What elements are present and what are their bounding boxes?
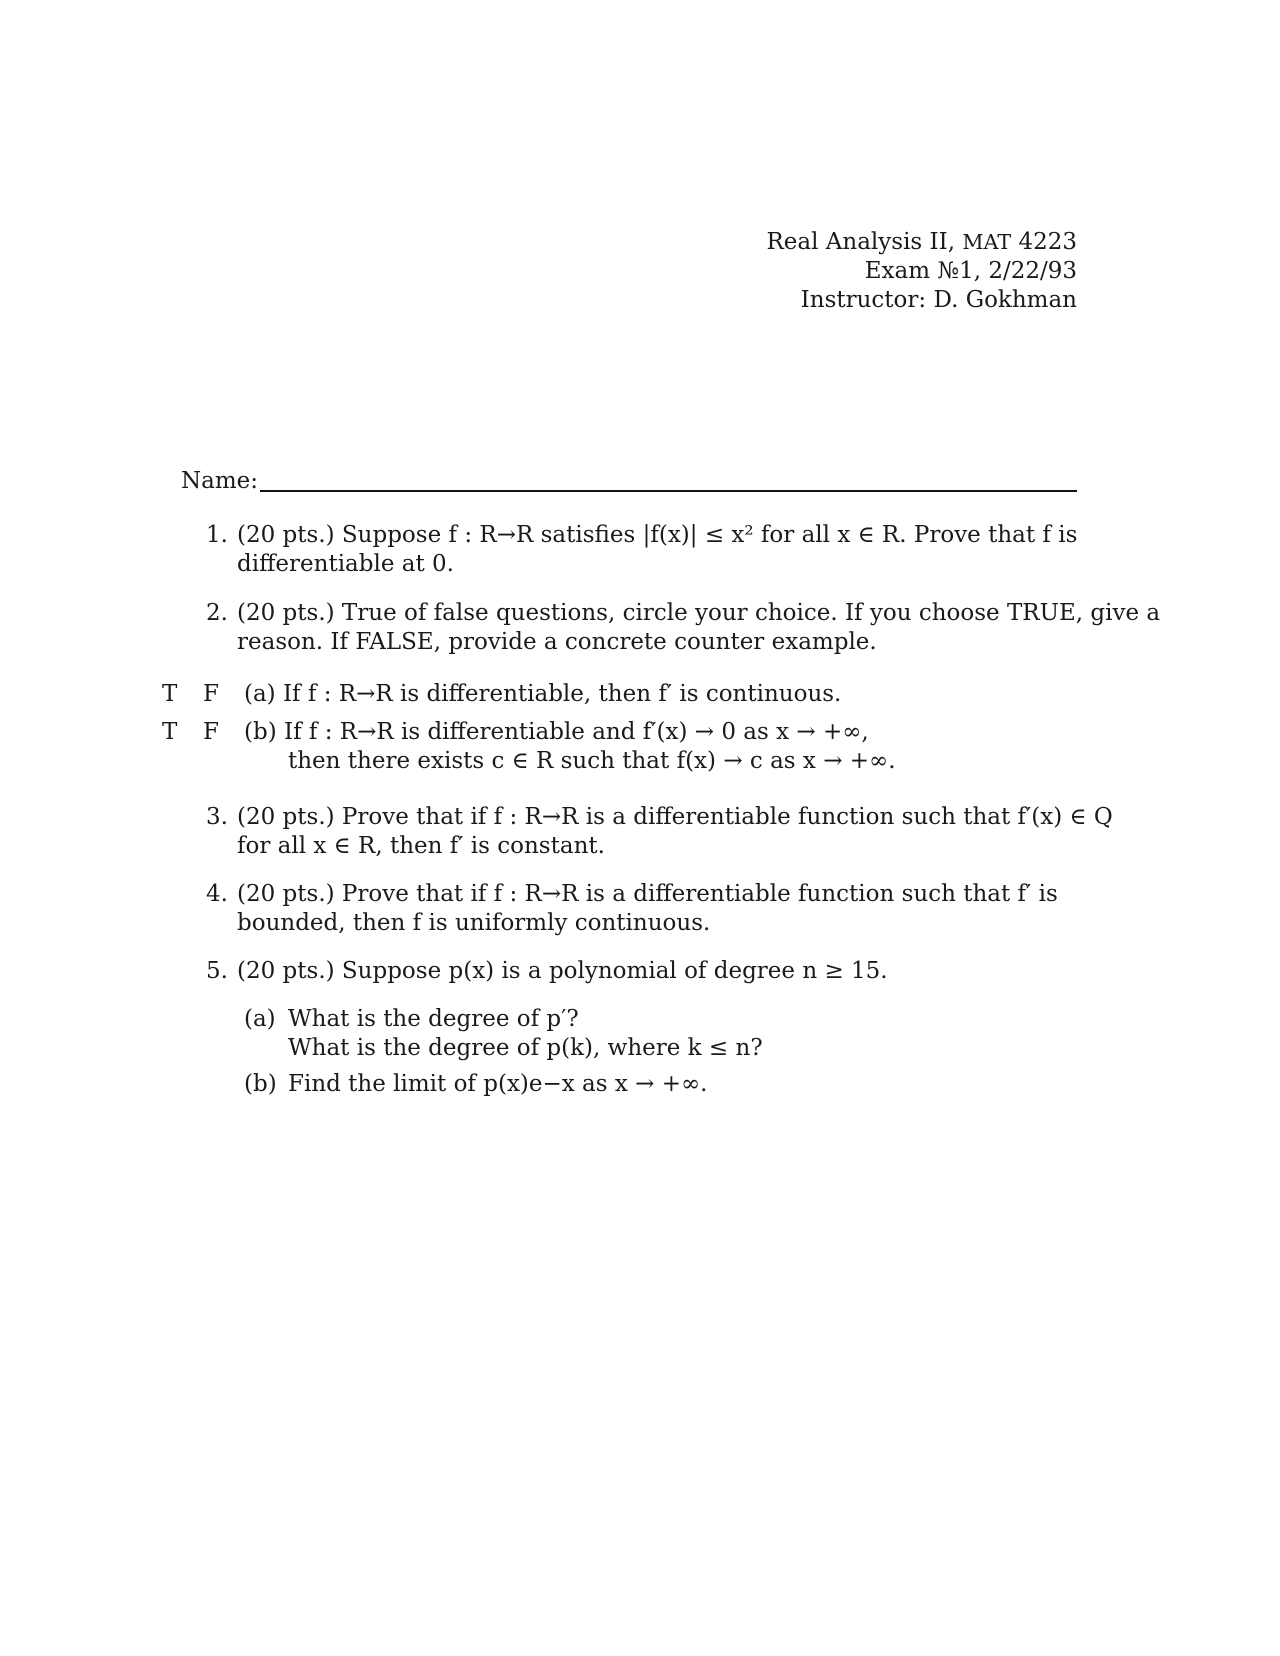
exam-header xyxy=(766,228,1077,315)
problem-1-number: 1. xyxy=(206,522,228,548)
problem-1-line-1: (20 pts.) Suppose f : R→R satisfies |f(x)| ≤ x² for all x ∈ R. Prove that f is xyxy=(237,522,1078,548)
problem-4-line-2: bounded, then f is uniformly continuous. xyxy=(237,910,711,936)
problem-3-number: 3. xyxy=(206,804,228,830)
problem-3-line-1: (20 pts.) Prove that if f : R→R is a differentiable function such that f′(x) ∈ Q xyxy=(237,804,1113,830)
tf-a-false[interactable]: F xyxy=(203,681,219,707)
problem-5-number: 5. xyxy=(206,958,228,984)
problem-3-line-2: for all x ∈ R, then f′ is constant. xyxy=(237,833,605,859)
course-number: 4223 xyxy=(1018,229,1077,255)
problem-5a-line-1: What is the degree of p′? xyxy=(288,1006,579,1032)
name-label: Name: xyxy=(181,468,259,494)
course-code: MAT xyxy=(962,230,1012,254)
tf-a-text: (a) If f : R→R is differentiable, then f′ is continuous. xyxy=(244,681,842,707)
problem-2-line-1: (20 pts.) True of false questions, circle your choice. If you choose TRUE, give a xyxy=(237,600,1161,626)
course-title: Real Analysis II, MAT 4223 xyxy=(766,229,1077,255)
problem-5b-line-1: Find the limit of p(x)e−x as x → +∞. xyxy=(288,1071,708,1097)
problem-1-line-2: differentiable at 0. xyxy=(237,551,454,577)
instructor: Instructor: D. Gokhman xyxy=(800,287,1077,313)
problem-5b-label: (b) xyxy=(244,1071,277,1097)
problem-4-number: 4. xyxy=(206,881,228,907)
problem-2-number: 2. xyxy=(206,600,228,626)
problem-4-line-1: (20 pts.) Prove that if f : R→R is a differentiable function such that f′ is xyxy=(237,881,1058,907)
problem-5a-line-2: What is the degree of p(k), where k ≤ n? xyxy=(288,1035,763,1061)
tf-a-true[interactable]: T xyxy=(162,681,178,707)
tf-b-line-2: then there exists c ∈ R such that f(x) → c as x → +∞. xyxy=(288,748,896,774)
tf-b-false[interactable]: F xyxy=(203,719,219,745)
problem-2-line-2: reason. If FALSE, provide a concrete counter example. xyxy=(237,629,877,655)
tf-b-true[interactable]: T xyxy=(162,719,178,745)
problem-5a-label: (a) xyxy=(244,1006,276,1032)
name-field[interactable] xyxy=(260,490,1077,492)
problem-5-line-1: (20 pts.) Suppose p(x) is a polynomial of degree n ≥ 15. xyxy=(237,958,888,984)
exam-info: Exam №1, 2/22/93 xyxy=(864,258,1077,284)
tf-b-line-1: (b) If f : R→R is differentiable and f′(x) → 0 as x → +∞, xyxy=(244,719,869,745)
